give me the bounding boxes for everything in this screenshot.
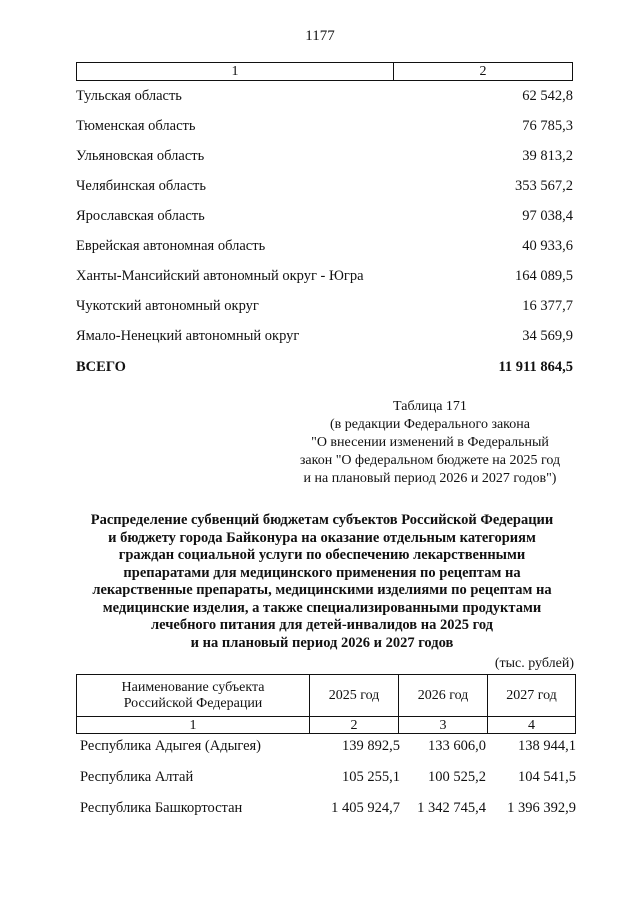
region-name: Чукотский автономный округ — [76, 298, 259, 314]
header-name-line: Российской Федерации — [123, 695, 263, 711]
header-2025: 2025 год — [310, 675, 399, 717]
table-row — [76, 328, 573, 345]
table-row — [76, 298, 573, 315]
table-row — [76, 238, 573, 255]
region-value: 34 569,9 — [522, 328, 573, 344]
region-value: 164 089,5 — [515, 268, 573, 284]
region-name: Челябинская область — [76, 178, 206, 194]
column-number-1: 1 — [77, 63, 394, 80]
region-name: Ярославская область — [76, 208, 205, 224]
title-line: и на плановый период 2026 и 2027 годов — [190, 634, 454, 651]
value-2026: 133 606,0 — [428, 738, 486, 754]
value-2027: 104 541,5 — [518, 769, 576, 785]
table-row — [76, 118, 573, 135]
region-name: Республика Башкортостан — [80, 800, 243, 816]
region-value: 76 785,3 — [522, 118, 573, 134]
table-row — [80, 800, 576, 817]
region-name: Тюменская область — [76, 118, 196, 134]
column-number-header — [76, 62, 573, 81]
column-number-1: 1 — [77, 717, 310, 734]
table-note-line: и на плановый период 2026 и 2027 годов") — [303, 471, 557, 486]
value-2027: 1 396 392,9 — [507, 800, 576, 816]
table-row — [80, 738, 576, 755]
column-number-2: 2 — [479, 64, 487, 79]
region-name: Ульяновская область — [76, 148, 205, 164]
region-name: Ханты-Мансийский автономный округ - Югра — [76, 268, 364, 284]
region-value: 16 377,7 — [522, 298, 573, 314]
table-row — [76, 88, 573, 105]
region-name: Еврейская автономная область — [76, 238, 266, 254]
value-2026: 100 525,2 — [428, 769, 486, 785]
table-note-line: "О внесении изменений в Федеральный — [311, 435, 549, 450]
table-row — [76, 148, 573, 165]
total-row — [76, 359, 573, 376]
value-2026: 1 342 745,4 — [417, 800, 486, 816]
title-line: лекарственные препараты, медицинскими изделиями по рецептам на — [92, 582, 552, 598]
header-2027: 2027 год — [488, 675, 576, 717]
table-header — [76, 674, 576, 734]
table-note-line: закон "О федеральном бюджете на 2025 год — [299, 453, 561, 468]
value-2025: 105 255,1 — [342, 769, 400, 785]
region-value: 353 567,2 — [515, 178, 573, 194]
column-number-3: 3 — [399, 717, 488, 734]
total-value: 11 911 864,5 — [498, 359, 573, 375]
units-label: (тыс. рублей) — [494, 656, 574, 671]
region-value: 97 038,4 — [522, 208, 573, 224]
region-value: 39 813,2 — [522, 148, 573, 164]
title-line: граждан социальной услуги по обеспечению лекарственными — [118, 547, 526, 563]
total-label: ВСЕГО — [76, 359, 126, 375]
column-number-2: 2 — [310, 717, 399, 734]
region-name: Республика Адыгея (Адыгея) — [80, 738, 262, 754]
table-row — [76, 178, 573, 195]
table-note-line: (в редакции Федерального закона — [330, 417, 530, 432]
table-note — [280, 398, 580, 488]
title-line: препаратами для медицинского применения по рецептам на — [123, 564, 521, 581]
column-number-4: 4 — [488, 717, 576, 734]
header-name-line: Наименование субъекта — [121, 679, 265, 695]
title-line: медицинские изделия, а также специализированными продуктами — [102, 599, 542, 616]
table-number: Таблица 171 — [393, 399, 467, 414]
table-row — [76, 268, 573, 285]
region-name: Ямало-Ненецкий автономный округ — [76, 328, 300, 344]
header-name — [77, 675, 310, 717]
table-row — [76, 208, 573, 225]
title-line: лечебного питания для детей-инвалидов на 2025 год — [151, 617, 493, 633]
header-2026: 2026 год — [399, 675, 488, 717]
region-name: Республика Алтай — [80, 769, 194, 785]
value-2027: 138 944,1 — [518, 738, 576, 754]
page-number: 1177 — [305, 28, 335, 44]
region-name: Тульская область — [76, 88, 182, 104]
title-line: Распределение субвенций бюджетам субъектов Российской Федерации — [90, 512, 554, 528]
title-line: и бюджету города Байконура на оказание отдельным категориям — [108, 529, 536, 546]
value-2025: 1 405 924,7 — [331, 800, 400, 816]
value-2025: 139 892,5 — [342, 738, 400, 754]
region-value: 62 542,8 — [522, 88, 573, 104]
region-value: 40 933,6 — [522, 238, 573, 254]
table-title — [72, 512, 572, 652]
table-row — [80, 769, 576, 786]
